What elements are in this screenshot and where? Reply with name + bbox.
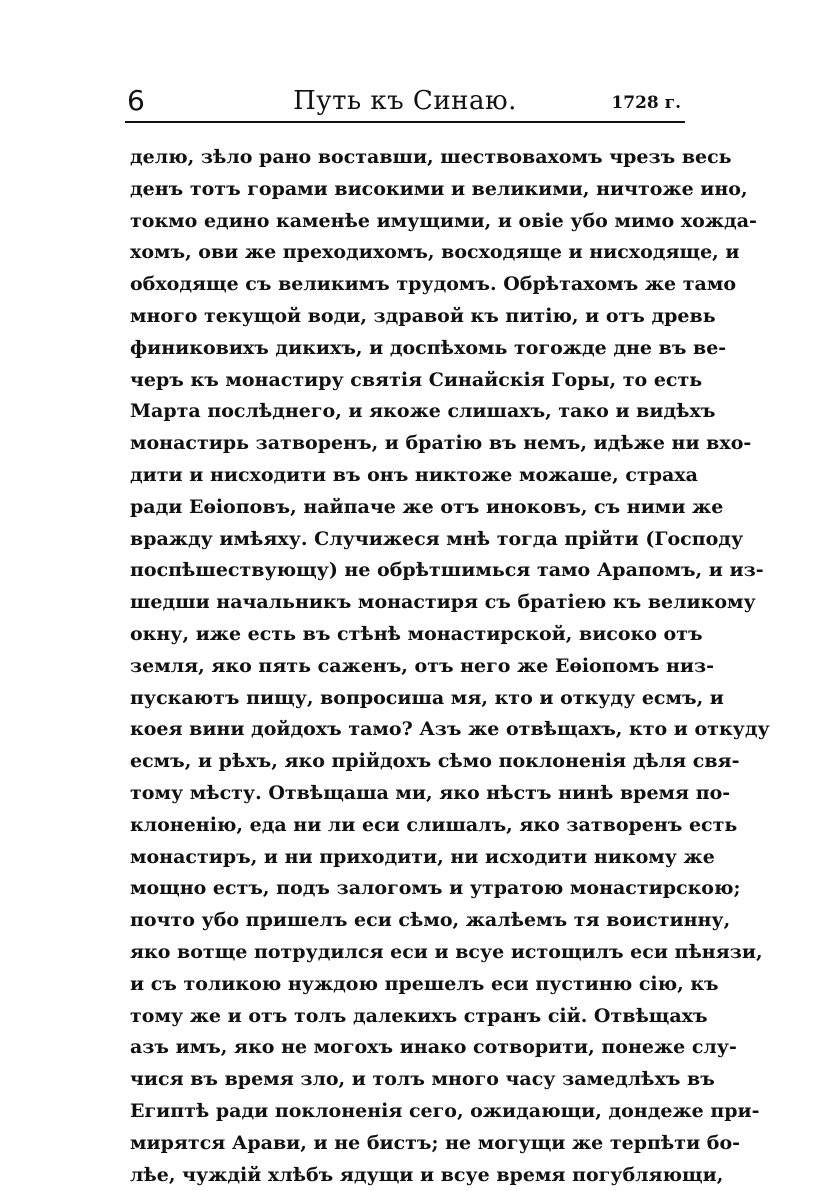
header-rule xyxy=(125,121,685,123)
text-line: чися въ время зло, и толъ много часу замедлѣхъ въ xyxy=(130,1068,715,1091)
text-line: азъ имъ, яко не могохъ инако сотворити, понеже слу- xyxy=(130,1036,737,1059)
text-line: окну, иже есть въ стѣнѣ монастирской, високо отъ xyxy=(130,622,703,645)
running-year: 1728 г. xyxy=(611,93,681,113)
text-line: лѣе, чуждій хлѣбъ ядущи и всуе время погубляющи, xyxy=(130,1163,724,1186)
text-line: монастиръ, и ни приходити, ни исходити никому же xyxy=(130,845,715,868)
text-line: монастирь затворенъ, и братію въ немъ, идѣже ни вхо- xyxy=(130,432,752,455)
text-line: денъ тотъ горами високими и великими, ничтоже ино, xyxy=(130,177,748,200)
text-line: Марта послѣднего, и якоже слишахъ, тако и видѣхъ xyxy=(130,400,716,423)
text-line: вражду имѣяху. Случижеся мнѣ тогда прійти (Господу xyxy=(130,527,744,550)
text-line: мощно естъ, подъ залогомъ и утратою монастирскою; xyxy=(130,877,741,900)
text-line: земля, яко пять саженъ, отъ него же Еѳіопомъ низ- xyxy=(130,654,715,677)
text-line: обходяще съ великимъ трудомъ. Обрѣтахомъ же тамо xyxy=(130,273,737,296)
page-number: 6 xyxy=(127,84,145,117)
text-line: тому же и отъ толъ далекихъ странъ сій. Отвѣщахъ xyxy=(130,1004,708,1027)
body-text xyxy=(130,142,770,1191)
page-header xyxy=(127,86,683,120)
text-line: яко вотще потрудился еси и всуе истощилъ еси пѣнязи, xyxy=(130,940,763,963)
running-title: Путь къ Синаю. xyxy=(293,86,517,116)
text-line: пускаютъ пищу, вопросиша мя, кто и откуду есмъ, и xyxy=(130,686,724,709)
text-line: шедши начальникъ монастиря съ братіею къ великому xyxy=(130,591,756,614)
text-line: ради Еѳіоповъ, найпаче же отъ иноковъ, съ ними же xyxy=(130,495,724,518)
text-line: много текущой води, здравой къ питію, и отъ древь xyxy=(130,304,716,327)
text-line: черъ къ монастиру святія Синайскія Горы, то есть xyxy=(130,368,703,391)
text-line: и съ толикою нуждою прешелъ еси пустиню сію, къ xyxy=(130,972,719,995)
text-line: почто убо пришелъ еси сѣмо, жалѣемъ тя воистинну, xyxy=(130,909,731,932)
text-line: финиковихъ дикихъ, и доспѣхомь тогожде дне въ ве- xyxy=(130,336,727,359)
text-line: клоненію, еда ни ли еси слишалъ, яко затворенъ есть xyxy=(130,813,738,836)
text-line: есмъ, и рѣхъ, яко прійдохъ сѣмо поклоненія дѣля свя- xyxy=(130,750,740,773)
text-line: хомъ, ови же преходихомъ, восходяще и нисходяще, и xyxy=(130,241,740,264)
text-line: мирятся Арави, и не бистъ; не могущи же терпѣти бо- xyxy=(130,1131,741,1154)
text-line: поспѣшествующу) не обрѣтшимься тамо Арапомъ, и из- xyxy=(130,559,764,582)
text-line: тому мѣсту. Отвѣщаша ми, яко нѣстъ нинѣ время по- xyxy=(130,781,731,804)
text-line: токмо едино каменѣе имущими, и овіе убо мимо хожда- xyxy=(130,209,757,232)
text-line: коея вини дойдохъ тамо? Азъ же отвѣщахъ, кто и откуду xyxy=(130,718,770,741)
text-line: дити и нисходити въ онъ никтоже можаше, страха xyxy=(130,463,698,486)
text-line: Египтѣ ради поклоненія сего, ожидающи, дондеже при- xyxy=(130,1099,760,1122)
text-line: делю, зѣло рано воставши, шествовахомъ чрезъ весь xyxy=(130,146,732,168)
